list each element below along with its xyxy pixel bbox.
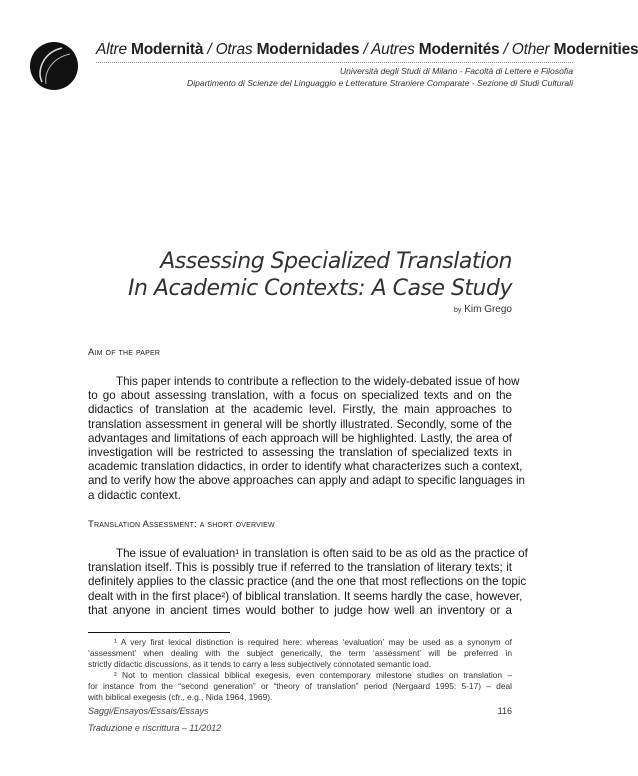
text-line: a didactic context. bbox=[88, 488, 181, 502]
text-line: and to verify how the above approaches can apply and adapt to specific languages in bbox=[88, 474, 525, 488]
text-line: translation assessment in general will be shortly illustrated. Secondly, some of the bbox=[88, 417, 512, 431]
article-title-line1: Assessing Specialized Translation bbox=[160, 249, 512, 274]
header-divider bbox=[96, 62, 573, 63]
text-line: The issue of evaluation¹ in translation is often said to be as old as the practice of bbox=[116, 547, 528, 560]
journal-title-prefix: Otras bbox=[215, 41, 257, 58]
footnote-line: with biblical exegesis (cfr., e.g., Nida 1964, 1969). bbox=[88, 692, 273, 702]
department: Dipartimento di Scienze del Linguaggio e Letterature Straniere Comparate - Sezione di Studi Culturali bbox=[187, 78, 573, 88]
page-number: 116 bbox=[497, 706, 512, 716]
footnote-line: ¹ A very first lexical distinction is required here: whereas ‘evaluation’ may be used as a synonym of bbox=[114, 637, 512, 647]
section-heading: Aim of the paper bbox=[88, 347, 161, 358]
journal-title bbox=[96, 41, 638, 59]
journal-title-prefix: Altre bbox=[96, 41, 131, 58]
journal-title-sep: / bbox=[359, 41, 372, 58]
journal-title-word: Modernities bbox=[553, 41, 638, 58]
text-line: dealt with in the first place²) of biblical translation. It seems hardly the case, however, bbox=[88, 589, 523, 603]
byline bbox=[454, 304, 512, 315]
article-title-line2: In Academic Contexts: A Case Study bbox=[127, 276, 512, 301]
journal-title-prefix: Autres bbox=[371, 41, 419, 58]
journal-title-sep: / bbox=[203, 41, 216, 58]
text-line: translation itself. This is possibly true if referred to the translation of literary texts; it bbox=[88, 561, 512, 575]
by-label: by bbox=[454, 307, 462, 314]
footnote-line: strictly didactic discussions, as it tends to carry a less subjectively connotated semantic load. bbox=[88, 659, 432, 669]
footnote-rule bbox=[88, 632, 230, 633]
section-heading: Translation Assessment: a short overview bbox=[88, 519, 275, 530]
journal-title-word: Modernidades bbox=[256, 41, 360, 58]
affiliation bbox=[187, 65, 573, 89]
university: Università degli Studi di Milano - Facoltà di Lettere e Filosofia bbox=[339, 66, 573, 76]
footer-issue: Traduzione e riscrittura – 11/2012 bbox=[88, 723, 222, 733]
journal-title-word: Modernità bbox=[130, 41, 204, 58]
footnote-line: for instance from the “second generation” or “theory of translation” period (Nergaard 1995: 5-17) – deal bbox=[88, 681, 512, 691]
text-line: advantages and limitations of each approach will be highlighted. Lastly, the area of bbox=[88, 431, 512, 445]
footnote-line: ² Not to mention classical biblical exegesis, even contemporary milestone studies on translation – bbox=[114, 670, 512, 680]
journal-title-word: Modernités bbox=[418, 41, 500, 58]
text-line: This paper intends to contribute a reflection to the widely-debated issue of how bbox=[116, 375, 520, 388]
text-line: that anyone in ancient times would bother to judge how well an inventory or a bbox=[88, 603, 512, 617]
journal-title-prefix: Other bbox=[511, 41, 554, 58]
text-line: investigation will be restricted to assessing the translation of specialized texts in bbox=[88, 446, 512, 459]
footer-section: Saggi/Ensayos/Essais/Essays bbox=[88, 706, 209, 716]
text-line: didactics of translation at the academic level. Firstly, the main approaches to bbox=[88, 403, 512, 417]
text-line: definitely applies to the classic practice (and the one that most reflections on the topic bbox=[88, 575, 527, 589]
journal-logo bbox=[30, 42, 78, 90]
author: Kim Grego bbox=[464, 304, 512, 315]
text-line: to go about assessing translation, with a focus on specialized texts and on the bbox=[88, 389, 512, 403]
footnote-line: ‘assessment’ when dealing with the subject generically, the term ‘assessment’ will be preferred in bbox=[88, 648, 512, 658]
journal-title-sep: / bbox=[499, 41, 512, 58]
text-line: academic translation didactics, in order to identify what characterizes such a context, bbox=[88, 460, 523, 474]
